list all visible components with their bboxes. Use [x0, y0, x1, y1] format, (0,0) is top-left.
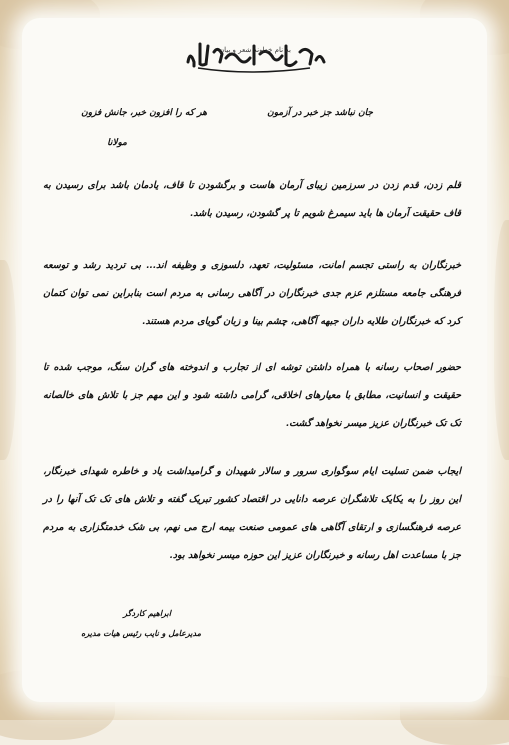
verse-second-half: هر که را افزون خبر، جانش فزون [81, 108, 207, 118]
signatory-title: مدیرعامل و نایب رئیس هیات مدیره [81, 628, 201, 638]
signatory-name: ابراهیم کاردگر [123, 608, 171, 618]
poet-name: مولانا [107, 138, 127, 148]
paragraph-1: قلم زدن، قدم زدن در سرزمین زیبای آرمان هاست و برگشودن تا قاف، یادمان باشد برای رسیدن به قاف حقیقت آرمان ها باید سیمرغ شویم تا پر گشودن، رسیدن باشد. [43, 180, 461, 219]
paper-edge-right [494, 220, 509, 460]
paragraph-3: حضور اصحاب رسانه با همراه داشتن توشه ای از تجارب و اندوخته های گران سنگ، موجب شده تا حقیقت و انسانیت، مطابق با معیارهای اخلاقی، گرامی داشته شود و این مهم جز با تلاش های خالصانه تک تک خبرنگاران عزیز میسر نخواهد گشت. [43, 362, 461, 429]
paragraph-2: خبرنگاران به راستی تجسم امانت، مسئولیت، تعهد، دلسوزی و وظیفه اند... بی تردید رشد و توسعه فرهنگی جامعه مستلزم عزم جدی خبرنگاران در آگاهی رسانی به مردم است بنابراین نمی توان کتمان کرد که خبرنگاران طلایه داران جبهه آگاهی، چشم بینا و زبان گویای مردم هستند. [43, 260, 461, 327]
calligraphy-logo [180, 32, 330, 76]
verse-first-half: جان نباشد جز خبر در آزمون [267, 108, 373, 118]
logo-text: به نام خداوند شعر و بیان [218, 46, 292, 54]
paragraph-4: ایجاب ضمن تسلیت ایام سوگواری سرور و سالار شهیدان و گرامیداشت یاد و خاطره شهدای خبرنگار، این روز را به یکایک تلاشگران عرصه دانایی در اقتصاد کشور تبریک گفته و تلاش های تک تک آنها را در عرصه فرهنگسازی و ارتقای آگاهی های عمومی صنعت بیمه ارج می نهم، بی شک خدمتگزاری به مردم جز با مساعدت اهل رسانه و خبرنگاران عزیز این حوزه میسر نخواهد بود. [43, 466, 461, 561]
